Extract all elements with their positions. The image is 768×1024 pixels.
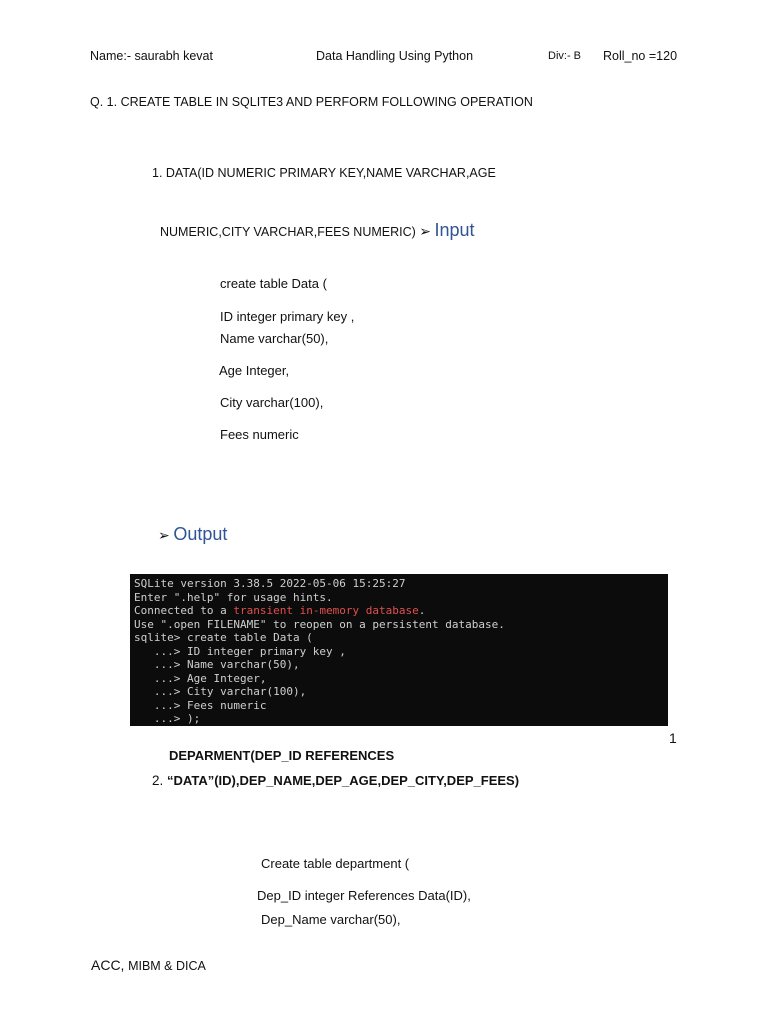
footer-acc: ACC, xyxy=(91,957,125,973)
arrow-icon: ➢ xyxy=(158,527,170,543)
terminal-line: sqlite> create table Data ( xyxy=(134,631,313,644)
item2-line1: DEPARMENT(DEP_ID REFERENCES xyxy=(169,748,395,763)
item1-line1: 1. DATA(ID NUMERIC PRIMARY KEY,NAME VARCHAR,AGE xyxy=(152,166,496,180)
header-div: Div:- B xyxy=(548,50,581,62)
code2-line: Dep_ID integer References Data(ID), xyxy=(257,888,471,903)
item1-line2 xyxy=(160,220,475,241)
terminal-line: Use ".open FILENAME" to reopen on a persistent database. xyxy=(134,617,505,631)
header-name: Name:- saurabh kevat xyxy=(90,49,213,63)
terminal-line: Enter ".help" for usage hints. xyxy=(134,590,333,604)
arrow-icon: ➢ xyxy=(419,223,432,239)
item1-line2-text: NUMERIC,CITY VARCHAR,FEES NUMERIC) xyxy=(160,225,416,239)
output-heading-row xyxy=(158,524,227,545)
terminal-line: ...> Age Integer, xyxy=(134,671,267,685)
code1-line: Name varchar(50), xyxy=(220,331,329,346)
terminal-line: ...> City varchar(100), xyxy=(134,685,307,698)
terminal-text: Connected to a xyxy=(134,604,234,617)
header-subject: Data Handling Using Python xyxy=(316,49,474,63)
terminal-line xyxy=(130,604,668,618)
code1-line: create table Data ( xyxy=(220,276,327,291)
code2-line: Dep_Name varchar(50), xyxy=(261,912,401,927)
terminal-screenshot xyxy=(130,574,668,726)
footer xyxy=(91,957,206,973)
terminal-highlight: transient in-memory database xyxy=(233,604,419,617)
item2-line2 xyxy=(152,773,519,788)
item2-text: “DATA”(ID),DEP_NAME,DEP_AGE,DEP_CITY,DEP_FEES) xyxy=(167,773,520,788)
code1-line: ID integer primary key , xyxy=(220,309,355,324)
output-heading: Output xyxy=(173,524,228,544)
question-title: Q. 1. CREATE TABLE IN SQLITE3 AND PERFORM FOLLOWING OPERATION xyxy=(90,95,533,109)
terminal-line: ...> ID integer primary key , xyxy=(134,644,346,658)
footer-rest: MIBM & DICA xyxy=(128,959,206,973)
code1-line: Fees numeric xyxy=(220,427,299,442)
code1-line: Age Integer, xyxy=(219,363,290,378)
terminal-line: ...> Fees numeric xyxy=(134,698,267,712)
terminal-text: . xyxy=(418,604,426,617)
page-number: 1 xyxy=(669,730,677,746)
item2-number: 2. xyxy=(152,773,164,788)
code2-line: Create table department ( xyxy=(261,856,410,871)
terminal-line: SQLite version 3.38.5 2022-05-06 15:25:27 xyxy=(134,577,406,590)
header-roll: Roll_no =120 xyxy=(603,49,678,63)
terminal-line: ...> ); xyxy=(134,712,201,725)
code1-line: City varchar(100), xyxy=(220,395,324,410)
terminal-line: ...> Name varchar(50), xyxy=(134,658,300,671)
input-heading: Input xyxy=(434,220,475,240)
